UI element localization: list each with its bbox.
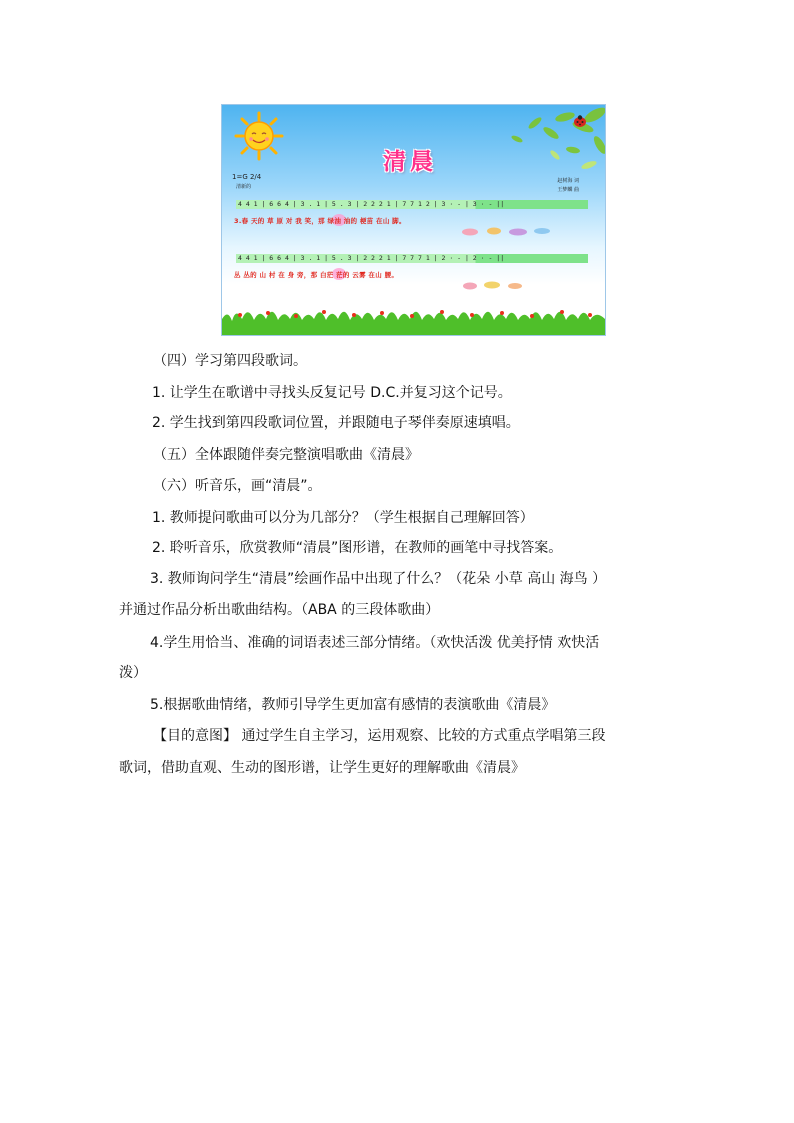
key-signature: 1=G 2/4 [232,173,262,181]
animals-decoration [460,225,560,237]
section-heading-4: （四）学习第四段歌词。 [153,353,307,369]
composer-credit: 王梦麟 曲 [557,187,579,193]
lyrics-line-1: 3.春 天的 草 原 对 我 笑，那 绿油 油的 梗苗 在山 脚。 [234,217,406,225]
list-item: 1. 教师提问歌曲可以分为几部分？（学生根据自己理解回答） [152,510,534,526]
purpose-paragraph: 【目的意图】 通过学生自主学习，运用观察、比较的方式重点学唱第三段 [153,728,606,744]
list-item: 4.学生用恰当、准确的词语表述三部分情绪。（欢快活泼 优美抒情 欢快活 [150,635,600,651]
purpose-paragraph-continuation: 歌词，借助直观、生动的图形谱，让学生更好的理解歌曲《清晨》 [119,760,525,776]
list-item: 2. 聆听音乐，欣赏教师“清晨”图形谱，在教师的画笔中寻找答案。 [152,540,563,556]
section-heading-6: （六）听音乐，画“清晨”。 [153,478,322,494]
sun-icon [234,111,284,161]
list-item: 3. 教师询问学生“清晨”绘画作品中出现了什么？（花朵 小草 高山 海鸟 ） [150,571,607,587]
lyricist-credit: 赵树海 词 [557,178,579,184]
notation-line-1: 4 4 1 | 6 6 4 | 3 . 1 | 5 . 3 | 2 2 2 1 | 7 7 1 2 | 3 · - | 3 · - || [236,200,588,209]
list-item: 2. 学生找到第四段歌词位置，并跟随电子琴伴奏原速填唱。 [152,415,520,431]
ladybug-icon [573,115,587,127]
list-item-continuation: 并通过作品分析出歌曲结构。（ABA 的三段体歌曲） [119,602,440,618]
tempo-marking: 清新的 [236,184,252,190]
slide-title: 清晨 [383,149,437,175]
song-slide-image [221,104,606,336]
list-item: 1. 让学生在歌谱中寻找头反复记号 D.C.并复习这个记号。 [152,385,512,401]
list-item-continuation: 泼） [119,665,147,681]
section-heading-5: （五）全体跟随伴奏完整演唱歌曲《清晨》 [153,447,419,463]
lyrics-line-2: 丛 丛的 山 村 在 身 旁，那 白茫 茫的 云雾 在山 腰。 [234,271,399,279]
notation-line-2: 4 4 1 | 6 6 4 | 3 . 1 | 5 . 3 | 2 2 2 1 | 7 7 7 1 | 2 · - | 2 · - || [236,254,588,263]
list-item: 5.根据歌曲情绪，教师引导学生更加富有感情的表演歌曲《清晨》 [150,697,556,713]
animals-decoration [460,279,560,291]
grass-flowers-decoration [222,299,605,335]
